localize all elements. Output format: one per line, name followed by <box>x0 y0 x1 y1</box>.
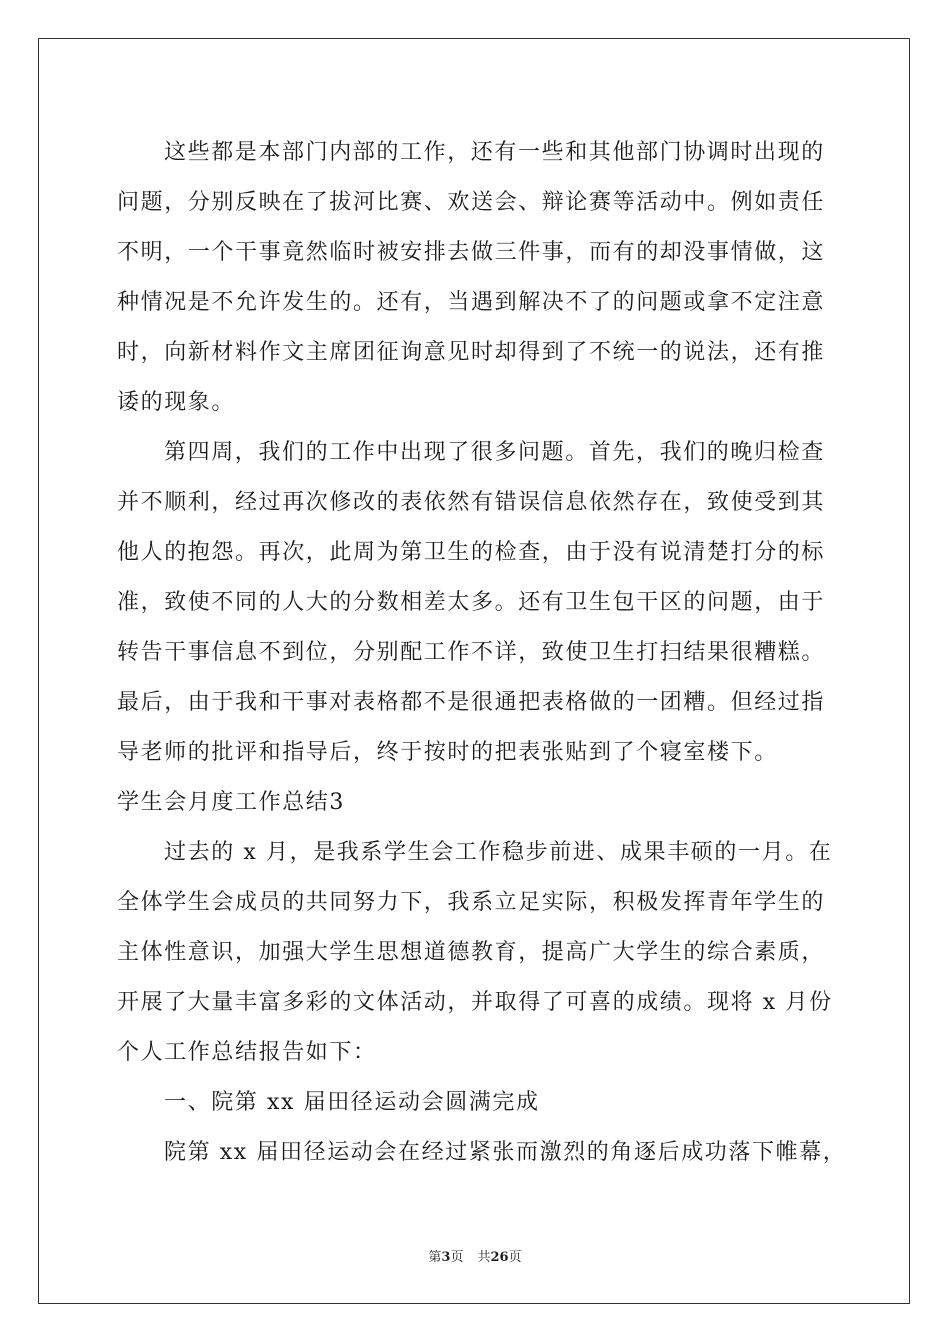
text-line: 开展了大量丰富多彩的文体活动，并取得了可喜的成绩。现将 x 月份 <box>117 990 833 1015</box>
text-line: 种情况是不允许发生的。还有，当遇到解决不了的问题或拿不定注意 <box>117 290 826 315</box>
text-line: 学生会月度工作总结3 <box>117 790 345 815</box>
text-line: 过去的 x 月，是我系学生会工作稳步前进、成果丰硕的一月。在 <box>164 840 833 865</box>
text-line: 院第 xx 届田径运动会在经过紧张而激烈的角逐后成功落下帷幕， <box>164 1140 847 1165</box>
page-prefix: 第 <box>428 1250 442 1265</box>
total-suffix: 页 <box>508 1250 522 1265</box>
text-line: 诿的现象。 <box>117 390 236 415</box>
document-body <box>117 128 847 1178</box>
page-number: 3 <box>441 1250 451 1265</box>
text-line: 这些都是本部门内部的工作，还有一些和其他部门协调时出现的 <box>164 140 825 165</box>
page-suffix: 页 <box>450 1250 464 1265</box>
text-line: 主体性意识，加强大学生思想道德教育，提高广大学生的综合素质， <box>117 940 826 965</box>
text-line: 不明，一个干事竟然临时被安排去做三件事，而有的却没事情做，这 <box>117 240 826 265</box>
text-line: 最后，由于我和干事对表格都不是很通把表格做的一团糟。但经过指 <box>117 690 826 715</box>
text-line: 准，致使不同的人大的分数相差太多。还有卫生包干区的问题，由于 <box>117 590 826 615</box>
total-prefix: 共 <box>477 1250 491 1265</box>
text-line: 个人工作总结报告如下： <box>117 1040 377 1065</box>
text-line: 并不顺利，经过再次修改的表依然有错误信息依然存在，致使受到其 <box>117 490 826 515</box>
page-footer <box>0 1246 950 1265</box>
text-line: 他人的抱怨。再次，此周为第卫生的检查，由于没有说清楚打分的标 <box>117 540 826 565</box>
text-line: 一、院第 xx 届田径运动会圆满完成 <box>164 1090 540 1115</box>
text-line: 转告干事信息不到位，分别配工作不详，致使卫生打扫结果很糟糕。 <box>117 640 826 665</box>
text-line: 全体学生会成员的共同努力下，我系立足实际，积极发挥青年学生的 <box>117 890 826 915</box>
text-line: 第四周，我们的工作中出现了很多问题。首先，我们的晚归检查 <box>164 440 825 465</box>
total-pages: 26 <box>490 1250 509 1265</box>
text-line: 导老师的批评和指导后，终于按时的把表张贴到了个寝室楼下。 <box>117 740 778 765</box>
text-line: 问题，分别反映在了拔河比赛、欢送会、辩论赛等活动中。例如责任 <box>117 190 826 215</box>
text-line: 时，向新材料作文主席团征询意见时却得到了不统一的说法，还有推 <box>117 340 826 365</box>
